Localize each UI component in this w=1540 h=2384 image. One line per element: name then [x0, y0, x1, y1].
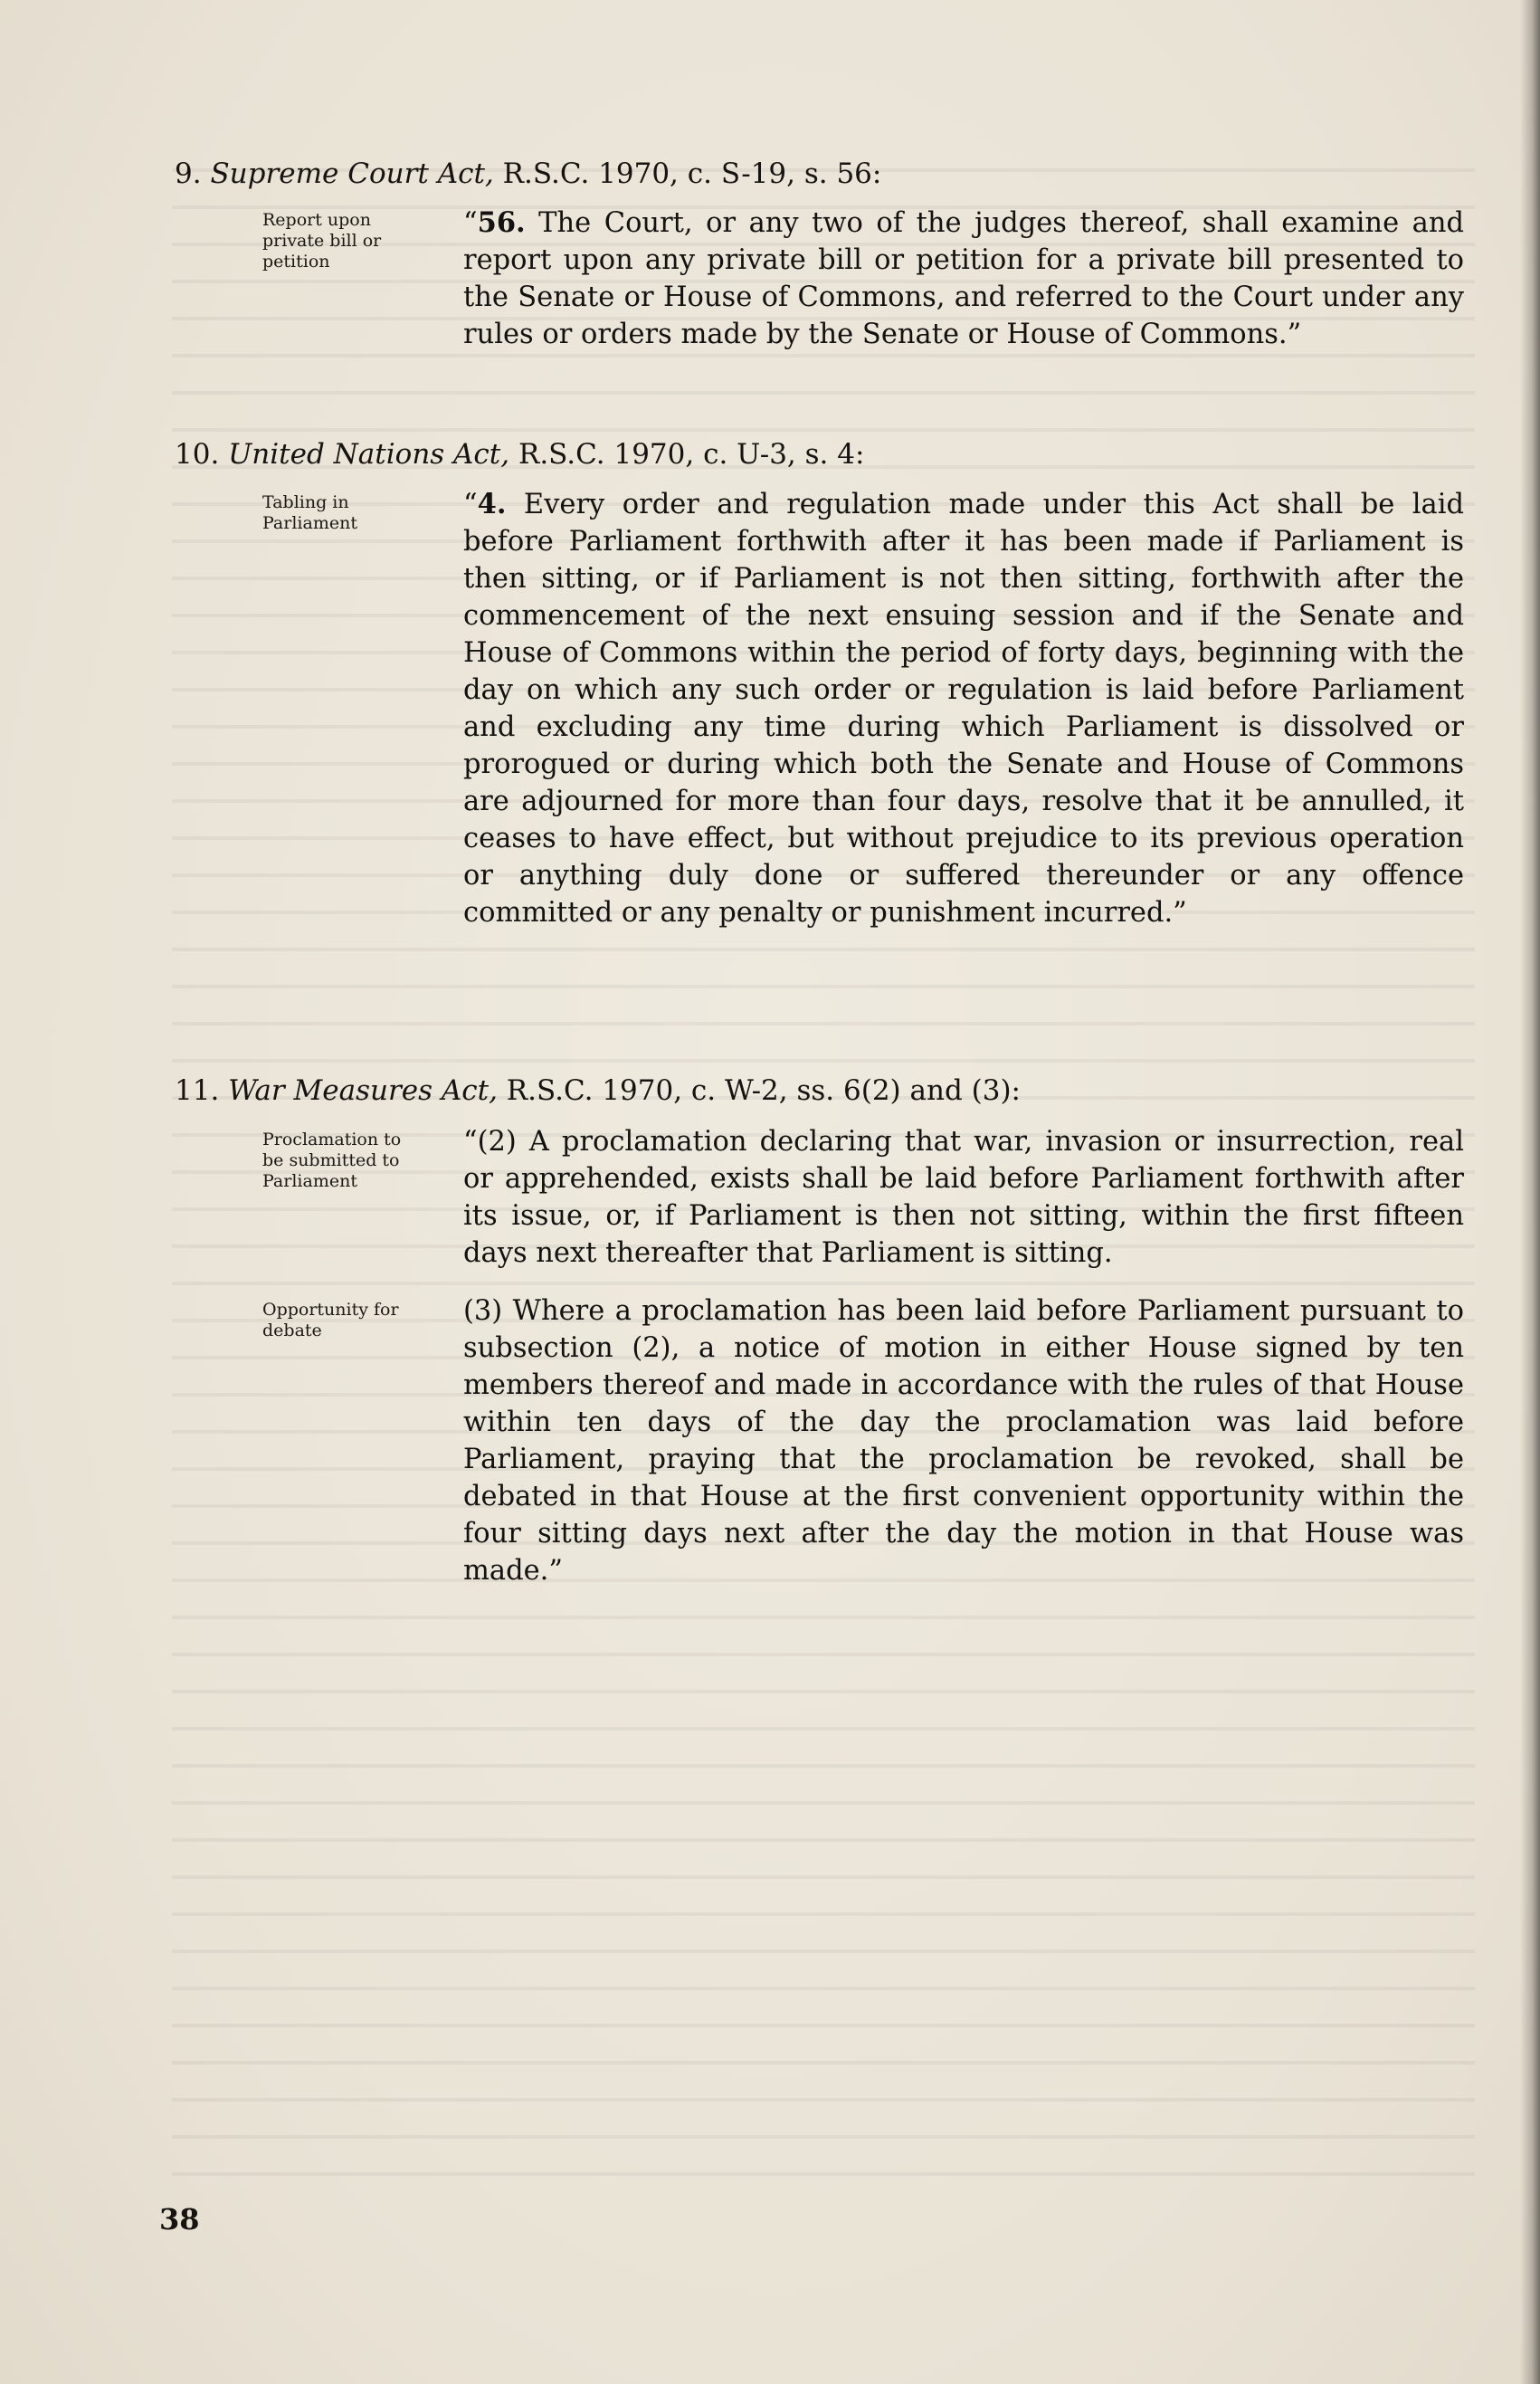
section-heading-war-measures-act [175, 1073, 1021, 1109]
margin-note-report-upon-private-bill: Report upon private bill or petition [262, 210, 382, 272]
open-quote: “ [463, 207, 478, 239]
act-title: War Measures Act, [228, 1074, 498, 1107]
quoted-provision-s4 [463, 486, 1464, 931]
margin-note-tabling-in-parliament: Tabling in Parliament [262, 492, 357, 533]
section-heading-united-nations-act [175, 436, 864, 472]
page-edge-shadow [1520, 0, 1540, 2384]
section-number: 9. [175, 157, 202, 190]
provision-number: 4. [477, 488, 507, 520]
quoted-provision-s6-2: “(2) A proclamation declaring that war, invasion or insurrection, real or apprehended, exists shall be laid before Parliament forthwith after its issue, or, if Parliament is then not sitting, within the first fifteen days next thereafter that Parliament is sitting. [463, 1126, 1464, 1269]
margin-note-opportunity-for-debate: Opportunity for debate [262, 1300, 399, 1340]
section-number: 10. [175, 438, 220, 471]
act-title: Supreme Court Act, [210, 157, 494, 190]
provision-number: 56. [477, 206, 526, 239]
act-citation: R.S.C. 1970, c. U-3, s. 4: [518, 438, 865, 471]
section-heading-supreme-court-act [175, 156, 881, 192]
act-title: United Nations Act, [228, 438, 510, 471]
margin-note-proclamation-submitted: Proclamation to be submitted to Parliament [262, 1130, 402, 1191]
provision-text: Every order and regulation made under this Act shall be laid before Parliament forthwith after it has been made if Parliament is then sitting, or if Parliament is not then sitting, forthwith after the commencement of the next ensuing session and if the Senate and House of Commons within the period of forty days, beginning with the day on which any such order or regulation is laid before Parliament and excluding any time during which Parliament is dissolved or prorogued or during which both the Senate and House of Commons are adjourned for more than four days, resolve that it be annulled, it ceases to have effect, but without prejudice to its previous operation or anything duly done or suffered thereunder or any offence committed or any penalty or punishment incurred.” [463, 489, 1464, 929]
act-citation: R.S.C. 1970, c. S-19, s. 56: [502, 157, 882, 190]
quoted-provision-s56 [463, 205, 1464, 353]
quoted-provision-s6-3: (3) Where a proclamation has been laid before Parliament pursuant to subsection (2), a notice of motion in either House signed by ten members thereof and made in accordance with the rules of that House within ten days of the day the proclamation was laid before Parliament, praying that the proclamation be revoked, shall be debated in that House at the first convenient opportunity within the four sitting days next after the day the motion in that House was made.” [463, 1295, 1464, 1587]
section-number: 11. [175, 1074, 220, 1107]
page-number: 38 [159, 2202, 200, 2236]
act-citation: R.S.C. 1970, c. W-2, ss. 6(2) and (3): [506, 1074, 1021, 1107]
open-quote: “ [463, 489, 478, 520]
provision-text: The Court, or any two of the judges thereof, shall examine and report upon any private bill or petition for a private bill presented to the Senate or House of Commons, and referred to the Court under any rules or orders made by the Senate or House of Commons.” [463, 207, 1464, 350]
